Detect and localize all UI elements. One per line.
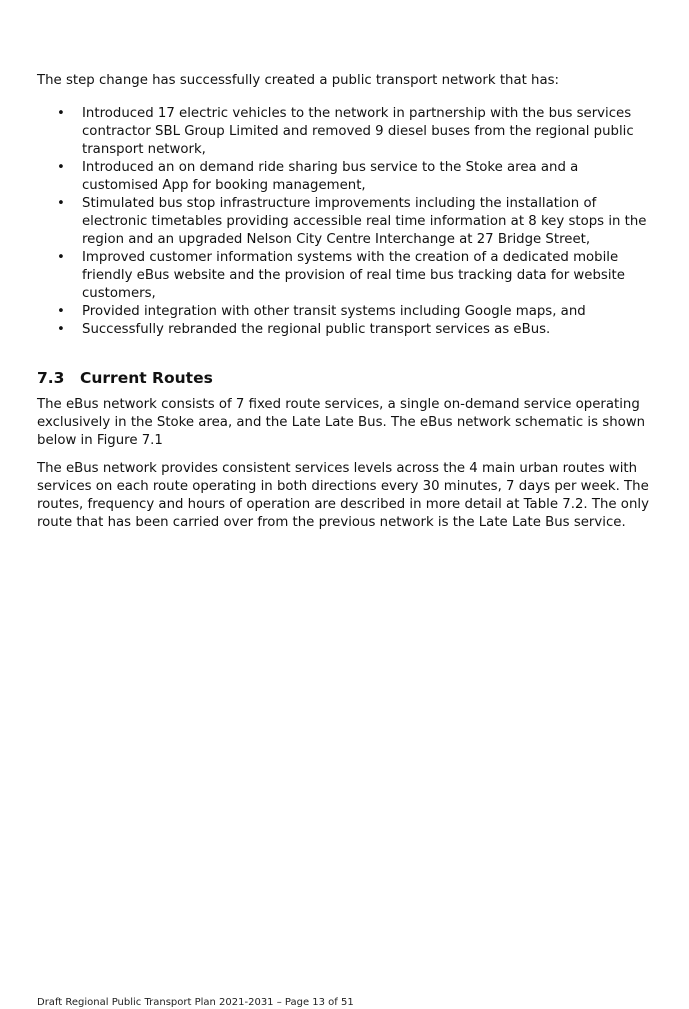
achievements-list xyxy=(37,105,652,339)
section-heading xyxy=(37,368,213,388)
list-item xyxy=(37,195,652,249)
intro-paragraph: The step change has successfully created a public transport network that has: xyxy=(37,73,560,88)
section-title: Current Routes xyxy=(80,369,213,387)
list-item xyxy=(37,303,652,321)
body-paragraph: The eBus network consists of 7 fixed route services, a single on-demand service operating exclusively in the Stoke area, and the Late Late Bus. The eBus network schematic is shown below in Figure 7.1 xyxy=(37,397,646,448)
list-item-text: Improved customer information systems with the creation of a dedicated mobile friendly eBus website and the provision of real time bus tracking data for website customers, xyxy=(82,250,625,301)
bullet-icon: • xyxy=(57,304,65,319)
bullet-icon: • xyxy=(57,322,65,337)
list-item xyxy=(37,321,652,339)
body-paragraph: The eBus network provides consistent services levels across the 4 main urban routes with services on each route operating in both directions every 30 minutes, 7 days per week. The routes, frequency and hours of operation are described in more detail at Table 7.2. The only route that has been carried over from the previous network is the Late Late Bus service. xyxy=(37,461,649,530)
page-footer: Draft Regional Public Transport Plan 2021-2031 – Page 13 of 51 xyxy=(37,997,354,1008)
bullet-icon: • xyxy=(57,160,65,175)
bullet-icon: • xyxy=(57,196,65,211)
list-item xyxy=(37,249,652,303)
list-item-text: Successfully rebranded the regional public transport services as eBus. xyxy=(82,322,551,337)
list-item xyxy=(37,159,652,195)
bullet-icon: • xyxy=(57,106,65,121)
list-item-text: Introduced an on demand ride sharing bus service to the Stoke area and a customised App for booking management, xyxy=(82,160,579,193)
bullet-icon: • xyxy=(57,250,65,265)
list-item-text: Introduced 17 electric vehicles to the network in partnership with the bus services contractor SBL Group Limited and removed 9 diesel buses from the regional public transport network, xyxy=(82,106,634,157)
list-item-text: Stimulated bus stop infrastructure improvements including the installation of electronic timetables providing accessible real time information at 8 key stops in the region and an upgraded Nelson City Centre Interchange at 27 Bridge Street, xyxy=(82,196,647,247)
list-item xyxy=(37,105,652,159)
list-item-text: Provided integration with other transit systems including Google maps, and xyxy=(82,304,586,319)
section-number: 7.3 xyxy=(37,369,65,387)
